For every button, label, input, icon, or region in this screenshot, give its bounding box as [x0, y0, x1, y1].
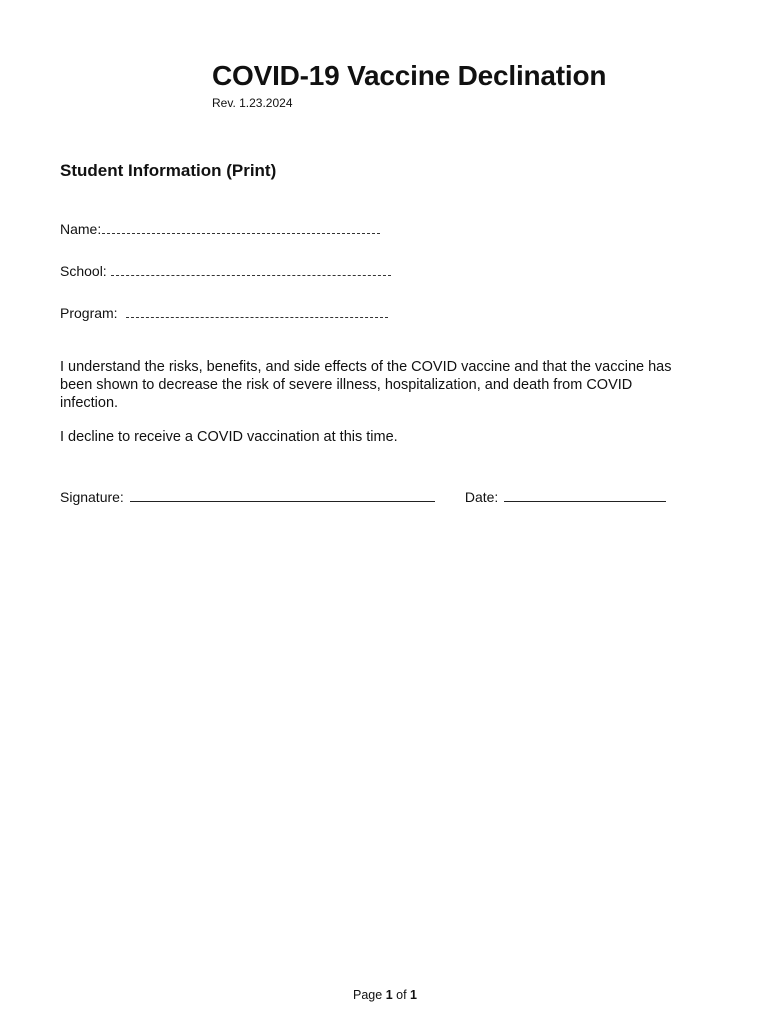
program-blank-line[interactable] — [126, 317, 388, 318]
signature-label: Signature: — [60, 489, 124, 505]
declination-statement: I decline to receive a COVID vaccination at this time. — [60, 429, 398, 445]
name-blank-line[interactable] — [102, 233, 380, 234]
page-of: of — [396, 988, 407, 1002]
date-blank-line[interactable] — [504, 501, 666, 502]
signature-blank-line[interactable] — [130, 501, 435, 502]
date-label: Date: — [464, 489, 499, 505]
page-footer — [0, 988, 770, 1002]
school-blank-line[interactable] — [111, 275, 391, 276]
name-field-row — [60, 221, 380, 237]
program-label: Program: — [60, 305, 118, 321]
student-info-heading: Student Information (Print) — [60, 161, 277, 180]
name-label: Name: — [60, 221, 102, 237]
school-field-row — [60, 263, 391, 279]
page-current: 1 — [385, 988, 393, 1002]
page-total: 1 — [410, 988, 417, 1002]
risk-acknowledgement-paragraph: I understand the risks, benefits, and side effects of the COVID vaccine and that the vaccine has been shown to decrease the risk of severe illness, hospitalization, and death from COVID infection. — [60, 359, 672, 411]
document-title: COVID-19 Vaccine Declination — [212, 60, 607, 91]
page-prefix: Page — [353, 988, 383, 1002]
signature-row — [60, 489, 666, 505]
school-label: School: — [60, 263, 107, 279]
program-field-row — [60, 305, 388, 321]
revision-label: Rev. 1.23.2024 — [212, 96, 293, 110]
